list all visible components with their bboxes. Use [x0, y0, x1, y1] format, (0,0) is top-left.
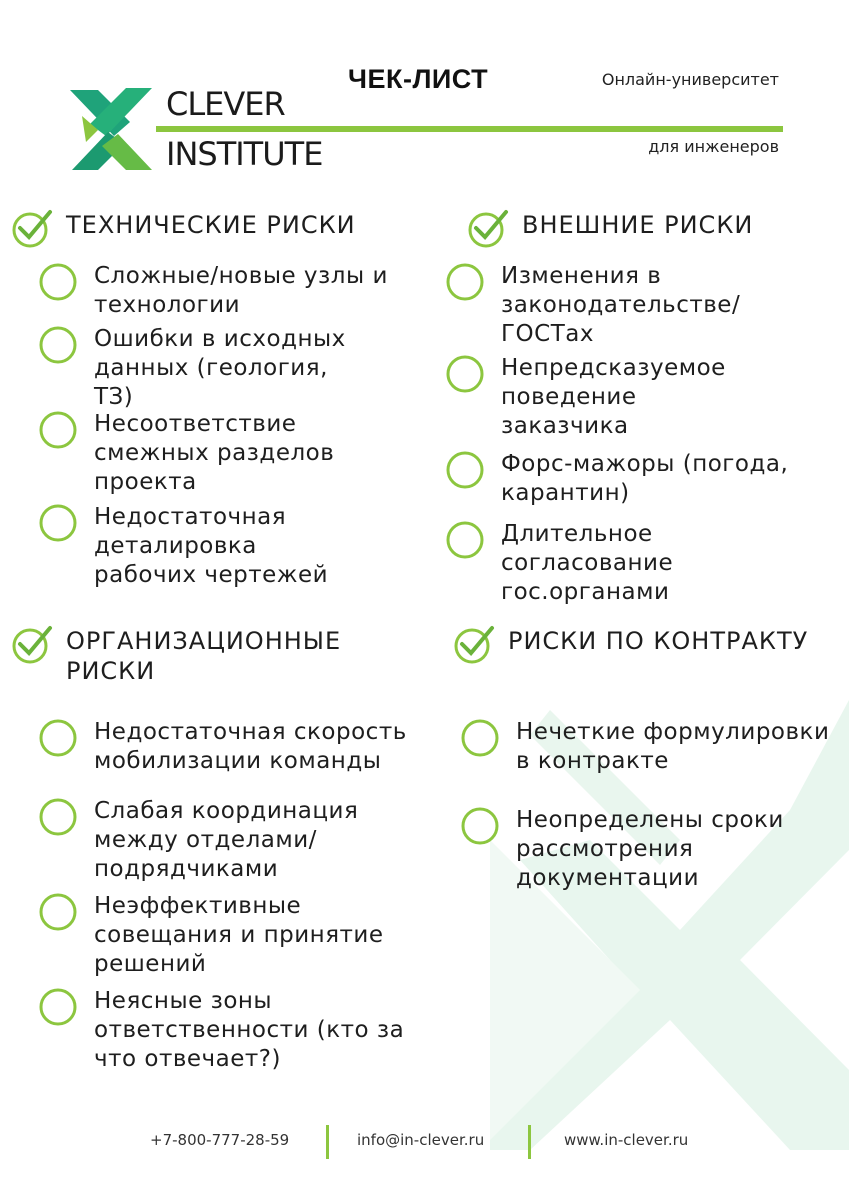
empty-circle-icon[interactable]: [38, 503, 78, 543]
section-external-header: [466, 206, 753, 250]
footer-website[interactable]: www.in-clever.ru: [564, 1131, 689, 1149]
check-circle-icon: [452, 622, 496, 666]
empty-circle-icon[interactable]: [38, 325, 78, 365]
checklist-item[interactable]: [38, 718, 407, 776]
empty-circle-icon[interactable]: [38, 410, 78, 450]
checklist-item[interactable]: [38, 987, 404, 1074]
tagline-bottom: для инженеров: [648, 137, 779, 156]
check-circle-icon: [10, 622, 54, 666]
section-technical-title: ТЕХНИЧЕСКИЕ РИСКИ: [66, 211, 356, 239]
empty-circle-icon[interactable]: [38, 262, 78, 302]
logo-text-clever: CLEVER: [166, 85, 285, 123]
checklist-item-label: Недостаточная деталировка рабочих чертежей: [94, 504, 329, 588]
checklist-item[interactable]: [38, 262, 388, 320]
empty-circle-icon[interactable]: [460, 806, 500, 846]
footer-email[interactable]: info@in-clever.ru: [357, 1131, 485, 1149]
empty-circle-icon[interactable]: [38, 892, 78, 932]
empty-circle-icon[interactable]: [38, 987, 78, 1027]
section-contract-header: [452, 622, 808, 666]
empty-circle-icon[interactable]: [460, 718, 500, 758]
check-circle-icon: [466, 206, 510, 250]
logo-text-institute: INSTITUTE: [166, 135, 323, 173]
checklist-item-label: Сложные/новые узлы и технологии: [94, 263, 388, 318]
empty-circle-icon[interactable]: [445, 354, 485, 394]
empty-circle-icon[interactable]: [38, 718, 78, 758]
checklist-item[interactable]: [460, 806, 784, 893]
checklist-item-label: Слабая координация между отделами/ подрядчиками: [94, 798, 359, 882]
section-organizational-title: ОРГАНИЗАЦИОННЫЕ РИСКИ: [66, 627, 342, 685]
checklist-item[interactable]: [38, 410, 334, 497]
checklist-item[interactable]: [445, 354, 726, 441]
checklist-item-label: Форс-мажоры (погода, карантин): [501, 451, 789, 506]
checklist-item[interactable]: [38, 892, 384, 979]
checklist-item-label: Длительное согласование гос.органами: [501, 521, 674, 605]
empty-circle-icon[interactable]: [445, 520, 485, 560]
empty-circle-icon[interactable]: [38, 797, 78, 837]
section-external-title: ВНЕШНИЕ РИСКИ: [522, 211, 754, 239]
checklist-item-label: Нечеткие формулировки в контракте: [516, 719, 830, 774]
check-circle-icon: [10, 206, 54, 250]
checklist-item[interactable]: [38, 325, 346, 412]
footer-divider: [528, 1125, 531, 1159]
footer-divider: [326, 1125, 329, 1159]
section-technical-header: [10, 206, 356, 250]
tagline-top: Онлайн-университет: [601, 70, 779, 89]
checklist-item[interactable]: [445, 450, 788, 508]
section-organizational-header: [10, 622, 341, 686]
checklist-item-label: Непредсказуемое поведение заказчика: [501, 355, 726, 439]
section-contract-title: РИСКИ ПО КОНТРАКТУ: [508, 627, 809, 655]
checklist-item-label: Неясные зоны ответственности (кто за что отвечает?): [94, 988, 405, 1072]
footer-phone[interactable]: +7-800-777-28-59: [150, 1131, 290, 1149]
checklist-item-label: Недостаточная скорость мобилизации команды: [94, 719, 407, 774]
page-title: ЧЕК-ЛИСТ: [348, 64, 489, 94]
checklist-item[interactable]: [445, 262, 740, 349]
empty-circle-icon[interactable]: [445, 262, 485, 302]
empty-circle-icon[interactable]: [445, 450, 485, 490]
checklist-item-label: Неэффективные совещания и принятие решений: [94, 893, 384, 977]
checklist-item-label: Ошибки в исходных данных (геология, ТЗ): [94, 326, 346, 410]
checklist-item[interactable]: [445, 520, 673, 607]
checklist-item-label: Неопределены сроки рассмотрения документации: [516, 807, 784, 891]
checklist-item-label: Несоответствие смежных разделов проекта: [94, 411, 335, 495]
checklist-item[interactable]: [460, 718, 829, 776]
checklist-item[interactable]: [38, 503, 328, 590]
checklist-item[interactable]: [38, 797, 358, 884]
checklist-item-label: Изменения в законодательстве/ ГОСТах: [501, 263, 741, 347]
header-divider: [156, 126, 783, 132]
